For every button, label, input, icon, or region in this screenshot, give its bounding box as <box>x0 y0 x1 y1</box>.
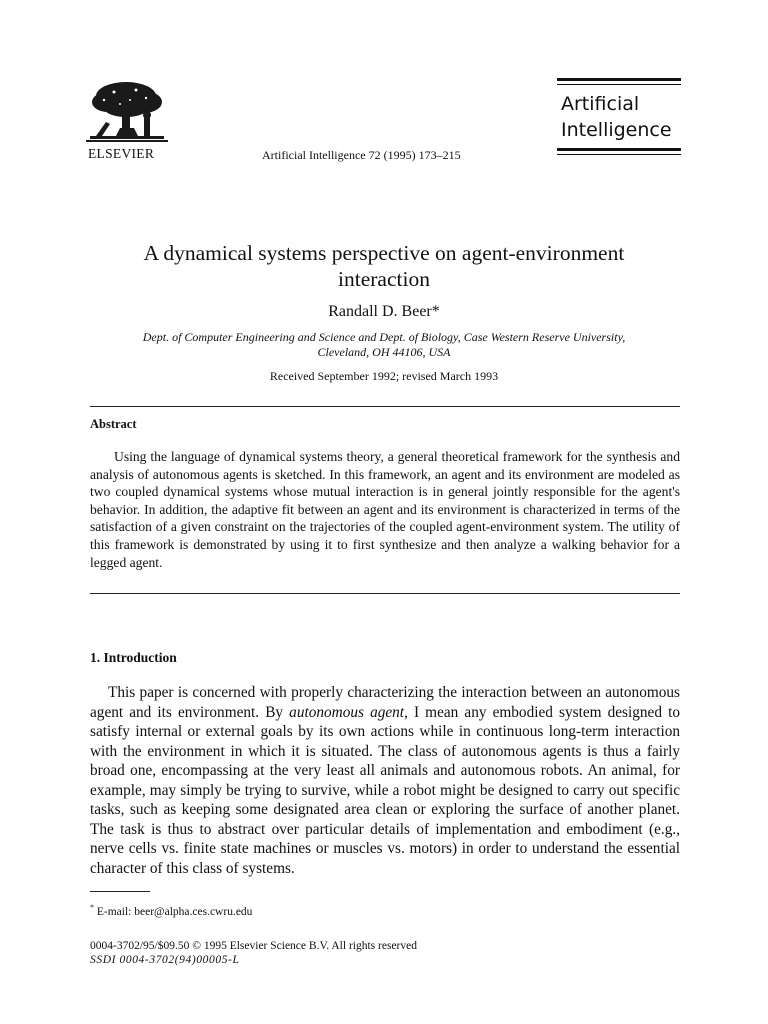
journal-rule <box>557 148 681 151</box>
body-text-part: , I mean any embodied system designed to satisfy internal or external goals by its own actions while in continuous long-term interaction with the environment in which it is situated. The class of autonomous agents is thus a fairly broad one, encompassing at the very least all animals and autonomous robots. An animal, for example, may simply be trying to survive, while a robot might be designed to carry out specific tasks, such as keeping some designated area clean or exploring the surface of another planet. The task is thus to abstract over particular details of implementation and embodiment (e.g., nerve cells vs. finite state machines or muscles vs. motors) in order to understand the essential character of this class of systems. <box>90 703 680 877</box>
author-name: Randall D. Beer* <box>328 303 440 320</box>
footnote-rule <box>90 891 150 892</box>
ssdi-line: SSDI 0004-3702(94)00005-L <box>90 954 240 966</box>
footnote-mark: * <box>90 903 94 912</box>
journal-title <box>561 91 685 143</box>
copyright-line: 0004-3702/95/$09.50 © 1995 Elsevier Science B.V. All rights reserved <box>90 940 417 952</box>
section-body <box>90 683 680 878</box>
section-heading: 1. Introduction <box>90 650 177 665</box>
body-text-part: This paper is concerned with properly characterizing the interaction between an autonomous agent and its environment. By <box>90 684 680 721</box>
footnote <box>90 903 252 918</box>
journal-title-line: Artificial <box>561 93 640 115</box>
footnote-email: E-mail: beer@alpha.ces.cwru.edu <box>94 905 253 918</box>
journal-title-line: Intelligence <box>561 119 672 141</box>
elsevier-tree-logo <box>86 78 168 144</box>
affiliation-line: Cleveland, OH 44106, USA <box>317 345 451 359</box>
journal-citation: Artificial Intelligence 72 (1995) 173–215 <box>262 148 461 162</box>
received-dates: Received September 1992; revised March 1993 <box>269 369 499 383</box>
paper-title-line: interaction <box>338 267 430 291</box>
paper-title-line: A dynamical systems perspective on agent-environment <box>143 241 625 265</box>
affiliation-line: Dept. of Computer Engineering and Science and Dept. of Biology, Case Western Reserve University, <box>142 330 626 344</box>
abstract-bottom-rule <box>90 593 680 594</box>
journal-rule <box>557 84 681 85</box>
publisher-name: ELSEVIER <box>88 146 155 161</box>
author-affiliation <box>86 330 682 360</box>
paper-title <box>60 240 708 292</box>
abstract-text: Using the language of dynamical systems theory, a general theoretical framework for the synthesis and analysis of autonomous agents is sketched. In this framework, an agent and its environment are modeled as two coupled dynamical systems whose mutual interaction is in general jointly responsible for the agent's behavior. In addition, the adaptive fit between an agent and its environment is characterized in terms of the satisfaction of a given constraint on the trajectories of the coupled agent-environment system. The utility of this framework is demonstrated by using it to first synthesize and then analyze a walking behavior for a legged agent. <box>90 449 680 570</box>
journal-rule <box>557 154 681 155</box>
journal-rule <box>557 78 681 81</box>
emphasis-term: autonomous agent <box>289 703 405 721</box>
abstract-top-rule <box>90 406 680 407</box>
abstract-heading: Abstract <box>90 417 137 431</box>
